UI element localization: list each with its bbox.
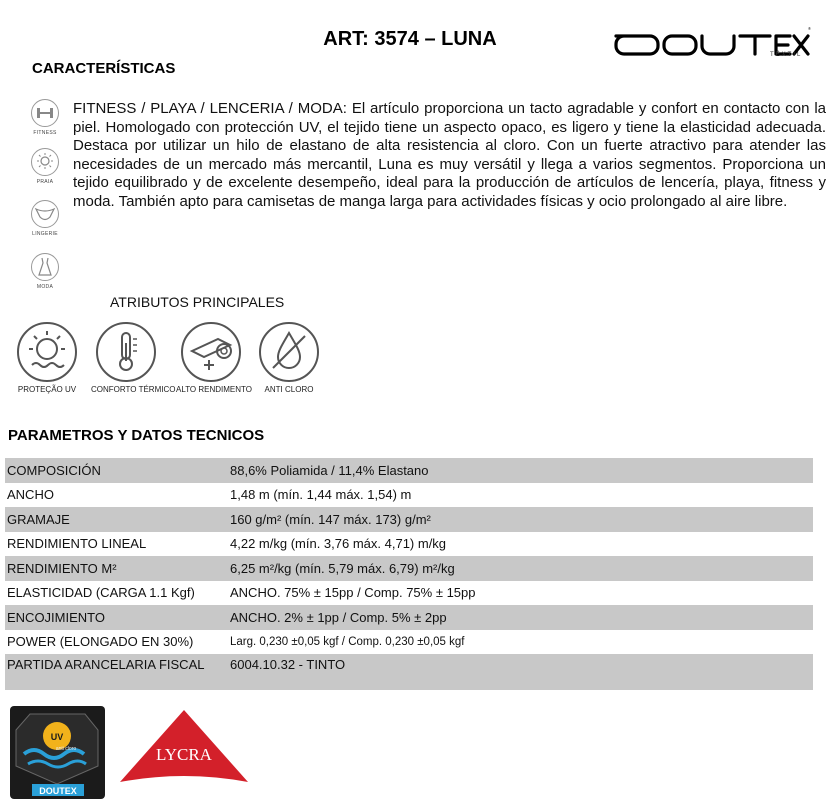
uv-anti-chlorine-badge — [10, 706, 105, 799]
table-row — [5, 532, 813, 557]
param-value: 6004.10.32 - TINTO — [230, 657, 346, 672]
param-value: Larg. 0,230 ±0,05 kgf / Comp. 0,230 ±0,05 kgf — [230, 635, 465, 648]
attribute-label: ANTI CLORO — [264, 385, 314, 394]
anti-chlorine-icon — [258, 321, 320, 383]
use-label: LINGERIE — [32, 231, 58, 237]
param-value: 160 g/m² (mín. 147 máx. 173) g/m² — [230, 511, 431, 527]
dress-icon — [30, 252, 60, 282]
table-row — [5, 654, 813, 690]
lycra-logo — [118, 708, 250, 784]
attribute-label: PROTEÇÃO UV — [17, 385, 77, 394]
param-label: RENDIMIENTO M² — [7, 560, 117, 576]
param-label: PARTIDA ARANCELARIA FISCAL — [7, 657, 205, 672]
badge-brand-text: DOUTEX — [39, 786, 77, 796]
table-row — [5, 605, 813, 630]
svg-text:®: ® — [808, 26, 811, 31]
param-label: ELASTICIDAD (CARGA 1.1 Kgf) — [7, 585, 195, 601]
brand-subtitle: TÊXTIL — [770, 52, 803, 58]
use-fitness — [29, 98, 61, 136]
parameters-heading: PARAMETROS Y DATOS TECNICOS — [8, 427, 265, 444]
table-row — [5, 507, 813, 532]
use-moda — [29, 252, 61, 290]
use-label: MODA — [36, 284, 54, 290]
use-praia — [29, 147, 61, 185]
attribute-yield — [176, 321, 253, 394]
param-label: ANCHO — [7, 487, 54, 503]
param-label: COMPOSICIÓN — [7, 462, 101, 478]
table-row — [5, 458, 813, 483]
attributes-heading: ATRIBUTOS PRINCIPALES — [110, 294, 285, 310]
characteristics-heading: CARACTERÍSTICAS — [32, 60, 176, 77]
table-row — [5, 630, 813, 655]
param-label: ENCOJIMIENTO — [7, 609, 105, 625]
attribute-chlorine — [254, 321, 324, 394]
param-label: POWER (ELONGADO EN 30%) — [7, 634, 194, 650]
use-lingerie — [29, 199, 61, 237]
param-value: 88,6% Poliamida / 11,4% Elastano — [230, 462, 429, 478]
attribute-label: ALTO RENDIMENTO — [176, 385, 253, 394]
attribute-label: CONFORTO TÉRMICO — [91, 385, 176, 394]
dumbbell-icon — [30, 98, 60, 128]
fabric-roll-icon — [180, 321, 242, 383]
attribute-uv — [12, 321, 82, 394]
param-value: 1,48 m (mín. 1,44 máx. 1,54) m — [230, 487, 412, 503]
thermometer-icon — [95, 321, 157, 383]
table-row — [5, 556, 813, 581]
attribute-thermal — [91, 321, 176, 394]
parameters-table — [5, 458, 813, 690]
param-value: ANCHO. 75% ± 15pp / Comp. 75% ± 15pp — [230, 585, 476, 601]
lycra-text: LYCRA — [156, 745, 212, 764]
use-label: FITNESS — [33, 130, 57, 136]
param-value: 4,22 m/kg (mín. 3,76 máx. 4,71) m/kg — [230, 536, 447, 552]
page-title: ART: 3574 – LUNA — [323, 28, 497, 50]
param-label: GRAMAJE — [7, 511, 70, 527]
lingerie-icon — [30, 199, 60, 229]
param-value: ANCHO. 2% ± 1pp / Comp. 5% ± 2pp — [230, 609, 447, 625]
badge-uv-text: UV — [50, 732, 64, 742]
use-label: PRAIA — [36, 179, 54, 185]
param-label: RENDIMIENTO LINEAL — [7, 536, 147, 552]
param-value: 6,25 m²/kg (mín. 5,79 máx. 6,79) m²/kg — [230, 560, 455, 576]
sun-icon — [30, 147, 60, 177]
table-row — [5, 581, 813, 606]
table-row — [5, 483, 813, 508]
characteristics-description: FITNESS / PLAYA / LENCERIA / MODA: El artículo proporciona un tacto agradable y confort en contacto con la piel. Homologado con protección UV, el tejido tiene un aspecto opaco, es ligero y tiene la elasticidad adecuada. Destaca por utilizar un hilo de elastano de alta resistencia al cloro. Con un fuerte atractivo para atender las necesidades de un mercado más mercantil, Luna es muy versátil y llega a varios segmentos. Proporciona un tejido equilibrado y de excelente desempeño, ideal para la producción de artículos de lencería, playa, fitness y moda. También apto para camisetas de manga larga para actividades físicas y ocio prolongado al aire libre. — [73, 100, 826, 210]
uv-protection-icon — [16, 321, 78, 383]
badge-sub-text: anti cloro — [55, 746, 77, 752]
